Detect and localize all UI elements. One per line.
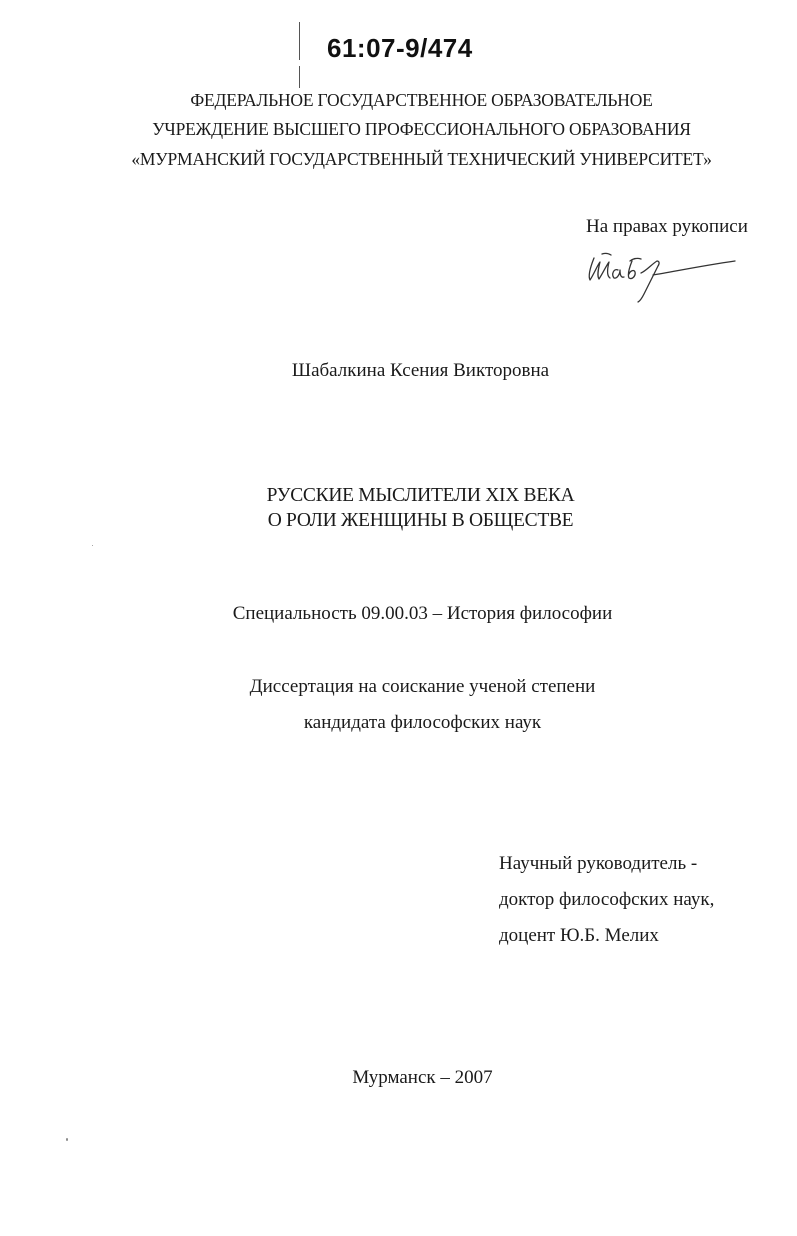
- institution-line-3: «МУРМАНСКИЙ ГОСУДАРСТВЕННЫЙ ТЕХНИЧЕСКИЙ УНИВЕРСИТЕТ»: [131, 149, 712, 169]
- author-name: Шабалкина Ксения Викторовна: [291, 360, 550, 381]
- scan-speck: [66, 1138, 68, 1141]
- supervisor-role: Научный руководитель -: [499, 853, 698, 874]
- supervisor-name: доцент Ю.Б. Мелих: [499, 925, 659, 946]
- dissertation-title-line-2: О РОЛИ ЖЕНЩИНЫ В ОБЩЕСТВЕ: [267, 510, 574, 531]
- degree-line-2: кандидата философских наук: [303, 712, 542, 733]
- scan-speck: [92, 545, 93, 546]
- scan-margin-line-bottom: [299, 66, 300, 88]
- specialty-line: Специальность 09.00.03 – История философии: [232, 603, 613, 624]
- institution-line-1: ФЕДЕРАЛЬНОЕ ГОСУДАРСТВЕННОЕ ОБРАЗОВАТЕЛЬНОЕ: [190, 90, 653, 110]
- institution-line-2: УЧРЕЖДЕНИЕ ВЫСШЕГО ПРОФЕССИОНАЛЬНОГО ОБРАЗОВАНИЯ: [152, 119, 691, 139]
- author-signature: [580, 244, 740, 306]
- catalog-number: 61:07-9/474: [327, 33, 473, 63]
- manuscript-rights-note: На правах рукописи: [586, 216, 748, 237]
- degree-line-1: Диссертация на соискание ученой степени: [249, 676, 596, 697]
- dissertation-title-line-1: РУССКИЕ МЫСЛИТЕЛИ XIX ВЕКА: [266, 485, 575, 506]
- scan-margin-line-top: [299, 22, 300, 60]
- supervisor-degree: доктор философских наук,: [499, 889, 715, 910]
- place-and-year: Мурманск – 2007: [352, 1067, 493, 1088]
